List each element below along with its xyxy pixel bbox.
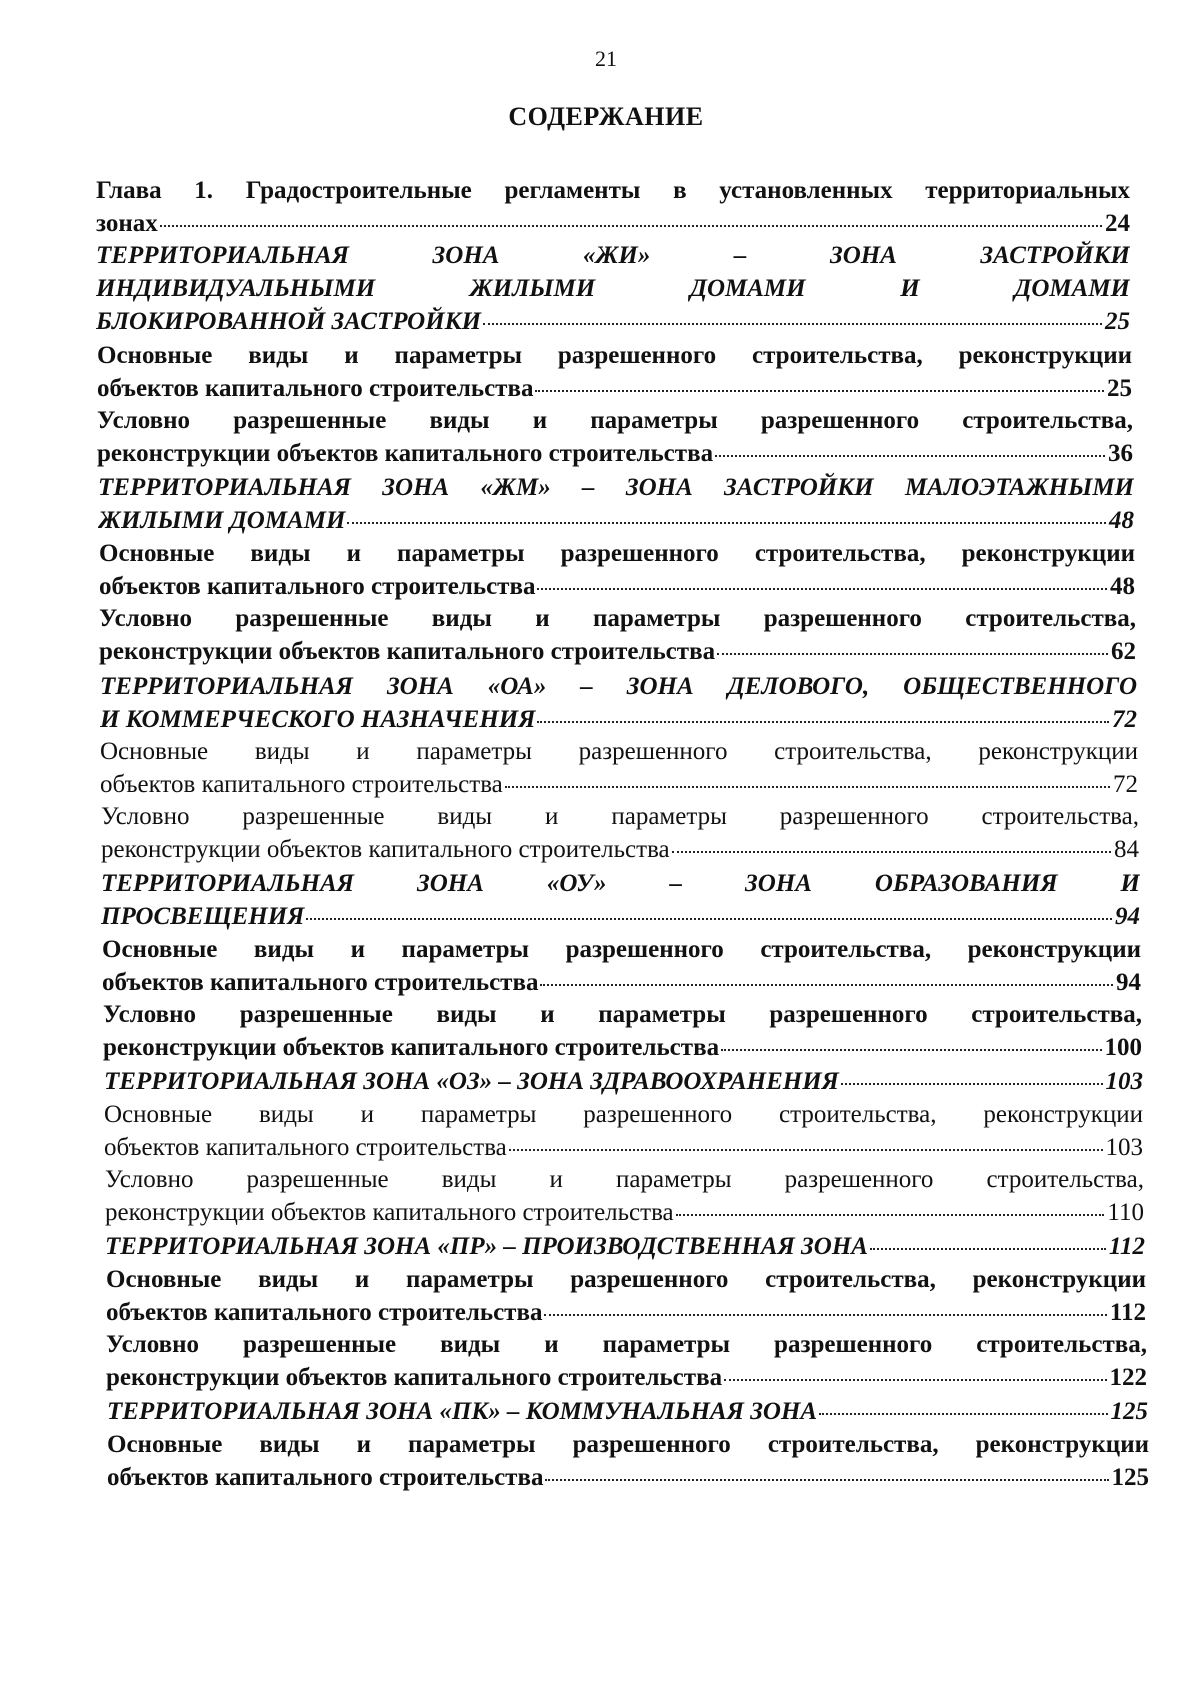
toc-page-number: 62 <box>1111 638 1136 665</box>
toc-entry-line <box>102 933 1141 966</box>
toc-entry-text: объектов капитального строительства <box>99 573 536 600</box>
dot-leader <box>347 522 1106 524</box>
toc-entry-text: Условно разрешенные виды и параметры разрешенного строительства, <box>103 1001 1142 1028</box>
toc-entry-text: объектов капитального строительства <box>106 1299 543 1326</box>
toc-entry-line <box>104 1098 1143 1131</box>
toc-entry-line <box>102 966 1141 999</box>
dot-leader <box>841 1083 1103 1085</box>
toc-entry-line <box>100 735 1138 768</box>
dot-leader <box>870 1248 1106 1250</box>
dot-leader <box>545 1479 1108 1481</box>
toc-entry-line <box>107 1461 1149 1494</box>
toc-entry-text: реконструкции объектов капитального строительства <box>101 836 670 863</box>
toc-entry-text: объектов капитального строительства <box>107 1464 544 1491</box>
toc-entry[interactable] <box>102 933 1141 999</box>
dot-leader <box>505 786 1110 788</box>
dot-leader <box>715 455 1105 457</box>
toc-entry-text: ТЕРРИТОРИАЛЬНАЯ ЗОНА «ОУ» – ЗОНА ОБРАЗОВАНИЯ И <box>101 870 1140 897</box>
toc-entry-line <box>106 1263 1146 1296</box>
toc-entry[interactable] <box>97 404 1133 470</box>
toc-entry-text: Условно разрешенные виды и параметры разрешенного строительства, <box>101 803 1139 830</box>
toc-page-number: 110 <box>1107 1199 1144 1226</box>
dot-leader <box>721 1049 1101 1051</box>
toc-entry-text: реконструкции объектов капитального строительства <box>105 1199 674 1226</box>
toc-page-number: 48 <box>1110 573 1135 600</box>
toc-page-number: 72 <box>1113 771 1138 798</box>
toc-entry-text: ТЕРРИТОРИАЛЬНАЯ ЗОНА «ПК» – КОММУНАЛЬНАЯ ЗОНА <box>107 1398 818 1425</box>
toc-entry-line <box>106 1361 1147 1394</box>
toc-entry-line <box>96 239 1130 272</box>
toc-entry-text: зонах <box>96 210 158 237</box>
toc-entry-text: Условно разрешенные виды и параметры разрешенного строительства, <box>99 605 1136 632</box>
toc-entry-line <box>96 305 1130 338</box>
toc-entry-line <box>101 833 1139 866</box>
toc-entry[interactable] <box>97 339 1132 405</box>
toc-entry-line <box>100 670 1137 703</box>
page-title: СОДЕРЖАНИЕ <box>508 102 704 131</box>
toc-page-number: 24 <box>1105 210 1130 237</box>
toc-entry-line <box>99 635 1136 668</box>
dot-leader <box>544 1314 1106 1316</box>
toc-entry-text: ТЕРРИТОРИАЛЬНАЯ ЗОНА «ЖМ» – ЗОНА ЗАСТРОЙКИ МАЛОЭТАЖНЫМИ <box>98 474 1134 501</box>
toc-entry-line <box>101 867 1140 900</box>
toc-entry-text: ТЕРРИТОРИАЛЬНАЯ ЗОНА «ПР» – ПРОИЗВОДСТВЕННАЯ ЗОНА <box>105 1233 868 1260</box>
toc-page-number: 122 <box>1109 1364 1147 1391</box>
toc-entry-line <box>106 1328 1147 1361</box>
toc-page-number: 100 <box>1104 1034 1142 1061</box>
toc-entry-line <box>106 1296 1146 1329</box>
dot-leader <box>160 225 1102 227</box>
toc-page-number: 25 <box>1107 375 1132 402</box>
toc-entry[interactable] <box>105 1230 1145 1263</box>
dot-leader <box>676 1214 1105 1216</box>
toc-entry-text: И КОММЕРЧЕСКОГО НАЗНАЧЕНИЯ <box>100 706 536 733</box>
toc-entry[interactable] <box>100 735 1138 801</box>
dot-leader <box>537 588 1107 590</box>
toc-entry-line <box>97 437 1133 470</box>
toc-entry-line <box>101 900 1140 933</box>
toc-entry[interactable] <box>98 471 1134 537</box>
toc-entry-line <box>97 404 1133 437</box>
dot-leader <box>724 1379 1106 1381</box>
toc-entry-line <box>104 1131 1143 1164</box>
dot-leader <box>306 918 1112 920</box>
toc-entry-line <box>100 703 1137 736</box>
toc-entry[interactable] <box>106 1263 1146 1329</box>
toc-entry-text: реконструкции объектов капитального строительства <box>103 1034 720 1061</box>
toc-entry[interactable] <box>96 174 1130 240</box>
toc-entry-text: Условно разрешенные виды и параметры разрешенного строительства, <box>105 1166 1144 1193</box>
toc-entry-line <box>97 372 1132 405</box>
toc-entry-text: ТЕРРИТОРИАЛЬНАЯ ЗОНА «ЖИ» – ЗОНА ЗАСТРОЙКИ <box>96 242 1130 269</box>
dot-leader <box>509 1149 1103 1151</box>
toc-page-number: 125 <box>1111 1464 1149 1491</box>
toc-entry-text: ТЕРРИТОРИАЛЬНАЯ ЗОНА «ОА» – ЗОНА ДЕЛОВОГО, ОБЩЕСТВЕННОГО <box>100 673 1137 700</box>
toc-page-number: 103 <box>1105 1134 1143 1161</box>
toc-entry[interactable] <box>99 537 1135 603</box>
toc-entry-text: Основные виды и параметры разрешенного строительства, реконструкции <box>97 342 1132 369</box>
toc-entry-text: объектов капитального строительства <box>102 969 539 996</box>
toc-page-number: 72 <box>1112 706 1137 733</box>
toc-entry-line <box>101 800 1139 833</box>
toc-entry-line <box>96 174 1130 207</box>
toc-entry-text: объектов капитального строительства <box>104 1134 507 1161</box>
toc-entry-text: БЛОКИРОВАННОЙ ЗАСТРОЙКИ <box>96 308 482 335</box>
toc-entry-line <box>105 1230 1145 1263</box>
toc-page-number: 94 <box>1115 903 1140 930</box>
toc-entry[interactable] <box>99 602 1136 668</box>
dot-leader <box>535 390 1104 392</box>
toc-page-number: 125 <box>1110 1398 1148 1425</box>
toc-entry[interactable] <box>101 867 1140 933</box>
toc-entry-text: Условно разрешенные виды и параметры разрешенного строительства, <box>97 407 1133 434</box>
toc-entry-line <box>107 1395 1148 1428</box>
toc-page-number: 103 <box>1105 1068 1143 1095</box>
toc-entry-text: Основные виды и параметры разрешенного строительства, реконструкции <box>99 540 1135 567</box>
toc-entry-text: Основные виды и параметры разрешенного строительства, реконструкции <box>107 1431 1149 1458</box>
toc-entry-text: ИНДИВИДУАЛЬНЫМИ ЖИЛЫМИ ДОМАМИ И ДОМАМИ <box>96 275 1130 302</box>
toc-entry-text: ПРОСВЕЩЕНИЯ <box>101 903 305 930</box>
toc-entry[interactable] <box>100 670 1137 736</box>
toc-entry-text: реконструкции объектов капитального строительства <box>97 440 714 467</box>
dot-leader <box>672 851 1111 853</box>
toc-entry[interactable] <box>103 998 1142 1064</box>
toc-entry-text: объектов капитального строительства <box>100 771 503 798</box>
toc-entry-text: Основные виды и параметры разрешенного строительства, реконструкции <box>102 936 1141 963</box>
toc-entry-text: реконструкции объектов капитального строительства <box>99 638 716 665</box>
toc-entry[interactable] <box>104 1098 1143 1164</box>
toc-entry-line <box>105 1163 1144 1196</box>
toc-entry-text: объектов капитального строительства <box>97 375 534 402</box>
toc-entry-text: Основные виды и параметры разрешенного строительства, реконструкции <box>100 738 1138 765</box>
toc-entry-text: реконструкции объектов капитального строительства <box>106 1364 723 1391</box>
toc-entry[interactable] <box>107 1428 1149 1494</box>
dot-leader <box>717 653 1108 655</box>
toc-entry[interactable] <box>107 1395 1148 1428</box>
toc-entry-line <box>98 471 1134 504</box>
toc-entry-line <box>100 768 1138 801</box>
toc-page-number: 84 <box>1114 836 1139 863</box>
toc-entry[interactable] <box>96 239 1130 338</box>
toc-entry-line <box>103 1031 1142 1064</box>
toc-entry-line <box>98 504 1134 537</box>
toc-page-number: 48 <box>1109 507 1134 534</box>
dot-leader <box>483 323 1102 325</box>
toc-entry[interactable] <box>105 1163 1144 1229</box>
toc-page-number: 112 <box>1109 1299 1146 1326</box>
dot-leader <box>540 984 1113 986</box>
toc-entry-line <box>99 602 1136 635</box>
toc-page-number: 36 <box>1108 440 1133 467</box>
toc-entry-line <box>97 339 1132 372</box>
toc-entry-line <box>96 272 1130 305</box>
toc-entry-text: ЖИЛЫМИ ДОМАМИ <box>98 507 346 534</box>
toc-entry[interactable] <box>101 800 1139 866</box>
dot-leader <box>537 721 1109 723</box>
toc-entry-line <box>99 570 1135 603</box>
toc-entry[interactable] <box>106 1328 1147 1394</box>
toc-entry-line <box>104 1065 1143 1098</box>
dot-leader <box>819 1413 1107 1415</box>
toc-entry-line <box>103 998 1142 1031</box>
toc-entry-line <box>105 1196 1144 1229</box>
toc-entry-line <box>96 207 1130 240</box>
toc-entry-text: Глава 1. Градостроительные регламенты в установленных территориальных <box>96 177 1130 204</box>
toc-entry[interactable] <box>104 1065 1143 1098</box>
toc-page-number: 25 <box>1105 308 1130 335</box>
toc-entry-line <box>99 537 1135 570</box>
toc-entry-text: Основные виды и параметры разрешенного строительства, реконструкции <box>104 1101 1143 1128</box>
toc-entry-text: ТЕРРИТОРИАЛЬНАЯ ЗОНА «ОЗ» – ЗОНА ЗДРАВООХРАНЕНИЯ <box>104 1068 839 1095</box>
page-number: 21 <box>595 46 617 71</box>
toc-entry-text: Основные виды и параметры разрешенного строительства, реконструкции <box>106 1266 1146 1293</box>
toc-entry-text: Условно разрешенные виды и параметры разрешенного строительства, <box>106 1331 1147 1358</box>
toc-page-number: 94 <box>1116 969 1141 996</box>
toc-entry-line <box>107 1428 1149 1461</box>
toc-page-number: 112 <box>1108 1233 1145 1260</box>
